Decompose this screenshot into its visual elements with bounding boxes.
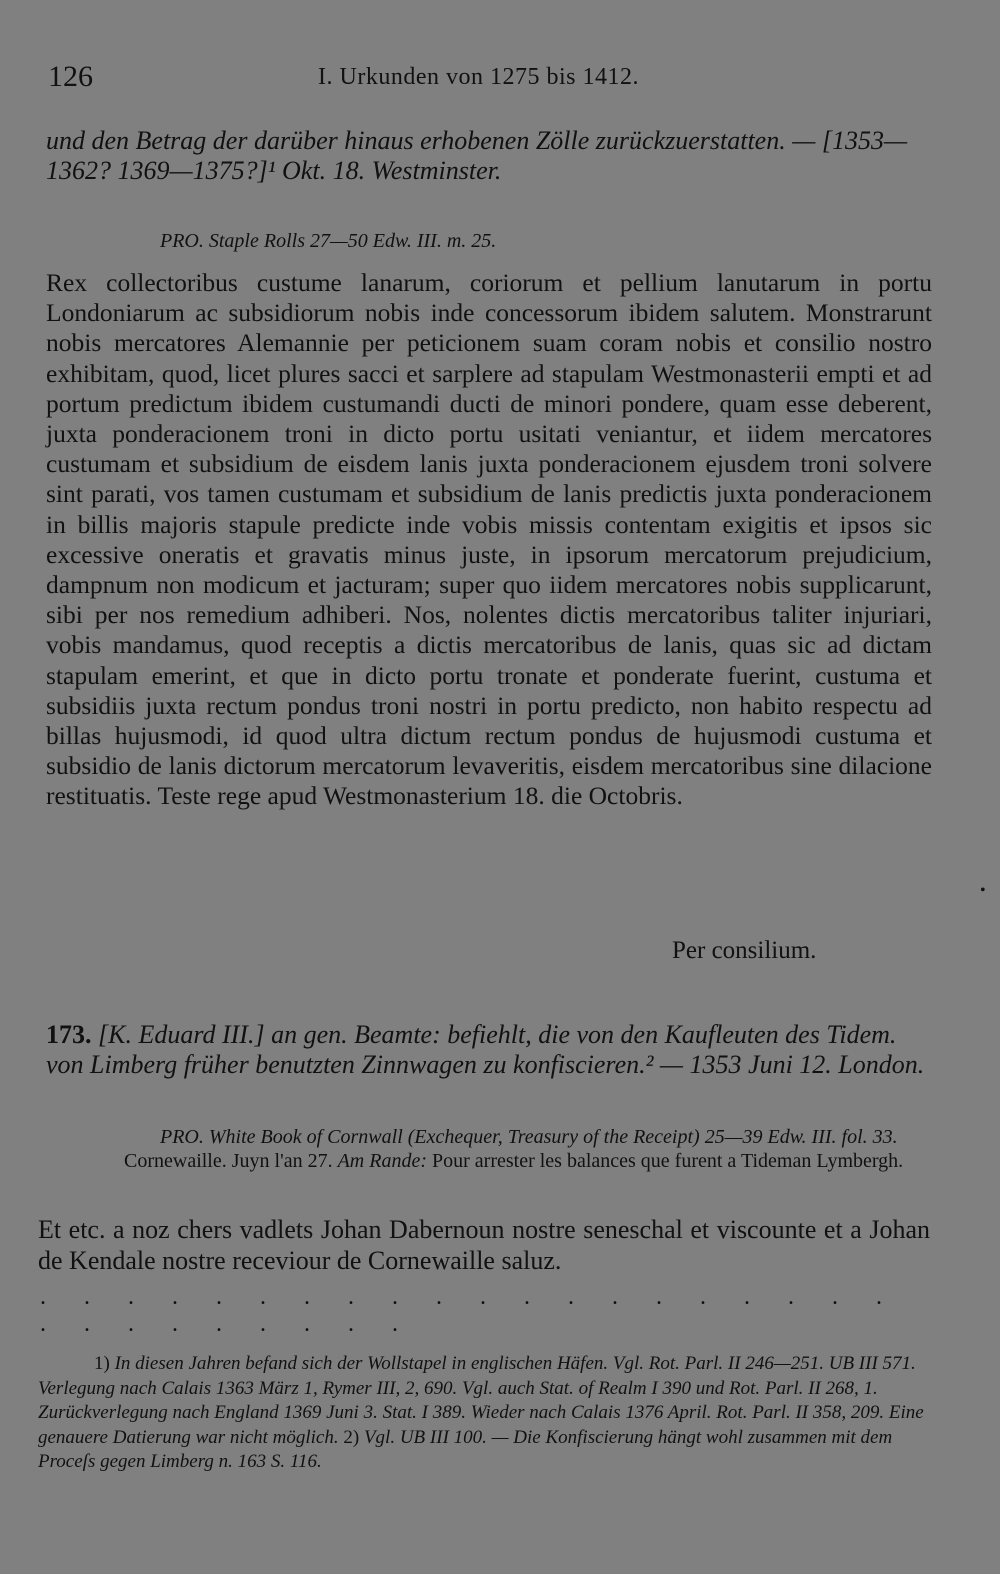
ellipsis-dots: . . . . . . . . . . . . . . . . . . . . . . . . . . . . .	[40, 1284, 898, 1337]
doc-173-heading: [K. Eduard III.] an gen. Beamte: befiehlt, die von den Kaufleuten des Tidem. von Limberg früher benutzten Zinnwagen zu konfiscieren.² — 1353 Juni 12. London.	[46, 1020, 925, 1079]
footnote-1-text: In diesen Jahren befand sich der Wollstapel in englischen Häfen. Vgl. Rot. Parl. II 246—251. UB III 571. Verlegung nach Calais 1363 März 1, Rymer III, 2, 690. Vgl. auch Stat. of Realm I 390 und Rot. Parl. II 268, 1. Zurückverlegung nach England 1369 Juni 3. Stat. I 389. Wieder nach Calais 1376 April. Rot. Parl. II 358, 209. Eine genauere Datierung war nicht möglich.	[38, 1353, 924, 1448]
doc-173-margin-label: Am Rande:	[337, 1149, 427, 1172]
doc-173-margin-text: Pour arrester les balances que furent a Tideman Lymbergh.	[432, 1149, 904, 1172]
doc-173-source-archive: PRO. White Book of Cornwall (Exchequer, Treasury of the Receipt) 25—39 Edw. III. fol. 33.	[160, 1126, 898, 1148]
doc-172-signature: Per consilium.	[672, 937, 817, 964]
doc-173-text: Et etc. a noz chers vadlets Johan Dabernoun nostre seneschal et viscounte et a Johan de Kendale nostre receviour de Cornewaille saluz.	[38, 1215, 930, 1275]
page-header	[48, 60, 918, 100]
doc-172-text: Rex collectoribus custume lanarum, coriorum et pellium lanutarum in portu Londoniarum ac subsidiorum nobis inde concessorum ibidem salutem. Monstrarunt nobis mercatores Alemannie per peticionem suam coram nobis et consilio nostro exhibitam, quod, licet plures sacci et sarplere ad stapulam Westmonasterii empti et ad portum predictum ibidem custumandi ducti de minori pondere, quam esse deberent, juxta ponderacionem troni in dicto portu usitati veniantur, et iidem mercatores custumam et subsidium de eisdem lanis juxta ponderacionem ejusdem troni solvere sint parati, vos tamen custumam et subsidium de lanis predictis juxta ponderacionem in billis majoris stapule predicte inde vobis missis contentam exigitis et ipsos sic excessive oneratis et gravatis minus juste, in ipsorum mercatorum prejudicium, dampnum non modicum et jacturam; super quo iidem mercatores nobis supplicarunt, sibi per nos remedium adhiberi. Nos, nolentes dictis mercatoribus taliter injuriari, vobis mandamus, quod receptis a dictis mercatoribus de lanis, quas sic ad dictam stapulam emerint, et que in dicto portu tronate et ponderate fuerint, custuma et subsidiis juxta rectum pondus troni nostri in portu predicto, non habito respectu ad billas hujusmodi, id quod ultra dictum rectum pondus de hujusmodi custuma et subsidio de lanis dictorum mercatorum levaveritis, eisdem mercatoribus sine dilacione restituatis. Teste rege apud Westmonasterium 18. die Octobris.	[46, 268, 932, 811]
page-number: 126	[48, 60, 93, 93]
footnote-2-label: 2)	[343, 1426, 360, 1448]
footnotes	[38, 1352, 928, 1475]
doc-173-source-note: Cornewaille. Juyn l'an 27.	[124, 1149, 333, 1172]
doc-173-source	[124, 1126, 930, 1173]
doc-172-source: PRO. Staple Rolls 27—50 Edw. III. m. 25.	[160, 230, 497, 252]
doc-173-heading-block	[46, 1020, 932, 1080]
doc-172-heading: und den Betrag der darüber hinaus erhobenen Zölle zurückzuerstatten. — [1353—1362? 1369—1375?]¹ Okt. 18. Westminster.	[46, 126, 908, 185]
footnote-1-label: 1)	[94, 1353, 110, 1374]
doc-173-number: 173.	[46, 1020, 92, 1049]
footnote-2-text: Vgl. UB III 100. — Die Konfiscierung hängt wohl zusammen mit dem Proceſs gegen Limberg n. 163 S. 116.	[38, 1426, 893, 1472]
margin-speck: •	[980, 882, 986, 899]
running-title: I. Urkunden von 1275 bis 1412.	[318, 64, 639, 90]
